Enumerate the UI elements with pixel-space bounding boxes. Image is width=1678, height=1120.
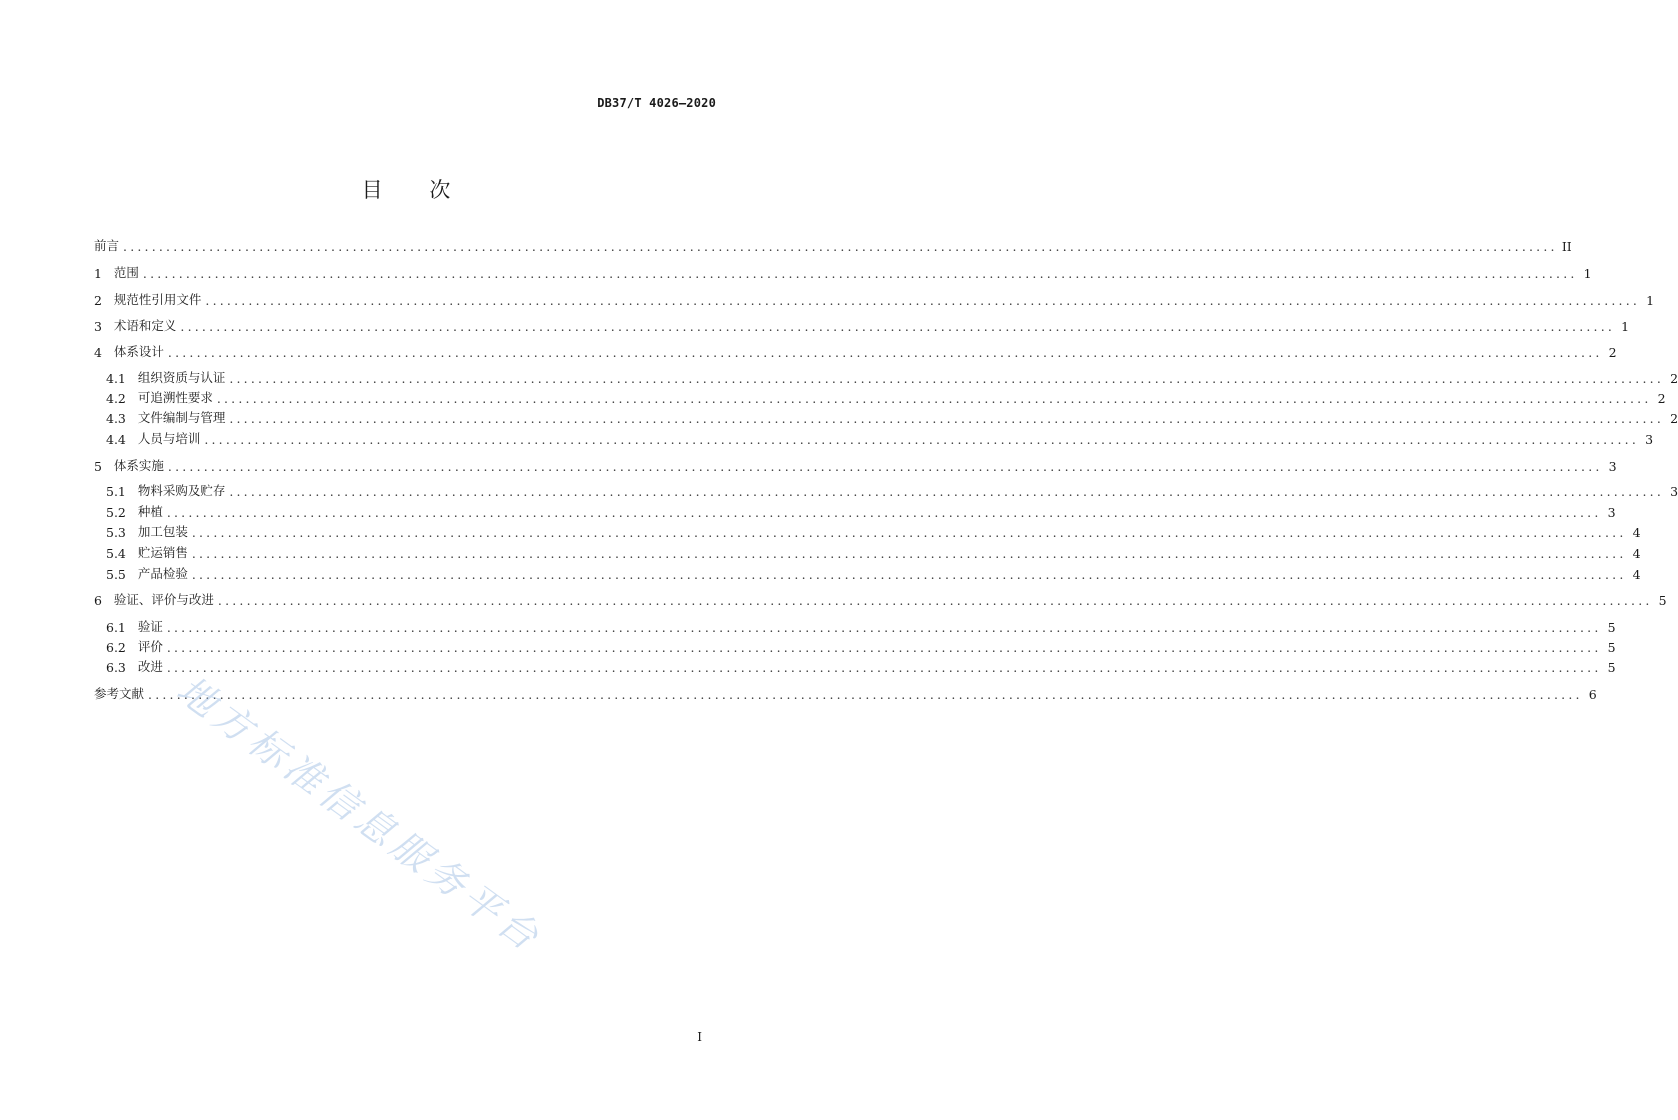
- toc-entry-page: 6: [1588, 687, 1597, 702]
- toc-entry-page: 3: [1607, 505, 1616, 520]
- toc-leader-dots: ........................................................................................................................................................................................................: [166, 505, 1602, 520]
- toc-entry-number: 5.1: [106, 484, 138, 499]
- toc-entry-label: 加工包装: [137, 524, 188, 539]
- toc-entry-number: 6: [94, 593, 114, 608]
- toc-leader-dots: ........................................................................................................................................................................................................: [148, 687, 1583, 702]
- toc-entry-label: 评价: [137, 639, 163, 654]
- toc-leader-dots: ........................................................................................................................................................................................................: [205, 293, 1641, 308]
- toc-entry[interactable]: [106, 564, 1641, 582]
- toc-leader-dots: ........................................................................................................................................................................................................: [167, 345, 1603, 360]
- toc-entry-page: 2: [1670, 371, 1678, 386]
- toc-entry[interactable]: [106, 617, 1616, 635]
- toc-entry-page: 4: [1632, 567, 1641, 582]
- toc-entry-label: 贮运销售: [137, 545, 188, 560]
- toc-entry[interactable]: [106, 657, 1616, 675]
- toc-entry-label: 验证、评价与改进: [113, 592, 214, 607]
- toc-entry-label: 人员与培训: [137, 431, 201, 446]
- toc-entry-label: 可追溯性要求: [137, 390, 213, 405]
- toc-entry-number: 5.4: [106, 546, 138, 561]
- toc-entry-label: 参考文献: [94, 686, 145, 701]
- toc-entry-number: 6.2: [106, 640, 138, 655]
- toc-leader-dots: ........................................................................................................................................................................................................: [180, 319, 1616, 334]
- toc-leader-dots: ........................................................................................................................................................................................................: [229, 371, 1665, 386]
- toc-entry[interactable]: [106, 388, 1666, 406]
- toc-entry[interactable]: [106, 502, 1616, 520]
- toc-entry-label: 产品检验: [137, 566, 188, 581]
- toc-entry-page: 5: [1607, 640, 1616, 655]
- toc-entry-number: 3: [94, 319, 114, 334]
- toc-entry-label: 体系实施: [113, 458, 164, 473]
- toc-entry-page: 1: [1621, 319, 1630, 334]
- toc-entry-label: 术语和定义: [113, 318, 177, 333]
- toc-entry[interactable]: [106, 543, 1641, 561]
- toc-entry-number: 5.5: [106, 567, 138, 582]
- toc-entry-number: 5: [94, 459, 114, 474]
- toc-entry-page: 3: [1645, 432, 1654, 447]
- toc-entry-label: 规范性引用文件: [113, 292, 202, 307]
- toc-entry-number: 4.1: [106, 371, 138, 386]
- toc-entry[interactable]: [106, 637, 1616, 655]
- toc-entry-page: 5: [1658, 593, 1667, 608]
- toc-entry-label: 种植: [137, 504, 163, 519]
- toc-leader-dots: ........................................................................................................................................................................................................: [191, 525, 1627, 540]
- toc-entry-label: 组织资质与认证: [137, 370, 226, 385]
- toc-entry-page: II: [1561, 239, 1572, 254]
- toc-entry-page: 4: [1632, 525, 1641, 540]
- toc-entry-page: 3: [1608, 459, 1617, 474]
- toc-entry[interactable]: [94, 456, 1617, 474]
- toc-leader-dots: ........................................................................................................................................................................................................: [204, 432, 1640, 447]
- toc-entry-number: 4.2: [106, 391, 138, 406]
- toc-entry-label: 验证: [137, 619, 163, 634]
- toc-entry[interactable]: [94, 236, 1572, 254]
- toc-entry-number: 6.1: [106, 620, 138, 635]
- toc-entry-number: 5.3: [106, 525, 138, 540]
- toc-entry-label: 前言: [94, 238, 120, 253]
- toc-entry-page: 5: [1607, 620, 1616, 635]
- toc-leader-dots: ........................................................................................................................................................................................................: [123, 239, 1558, 254]
- toc-leader-dots: ........................................................................................................................................................................................................: [229, 411, 1665, 426]
- toc-entry[interactable]: [94, 342, 1617, 360]
- toc-leader-dots: ........................................................................................................................................................................................................: [167, 459, 1603, 474]
- toc-entry-number: 4.3: [106, 411, 138, 426]
- toc-entry-label: 体系设计: [113, 344, 164, 359]
- toc-entry[interactable]: [106, 429, 1654, 447]
- toc-entry-page: 2: [1608, 345, 1617, 360]
- toc-entry-number: 4.4: [106, 432, 138, 447]
- toc-entry[interactable]: [106, 368, 1678, 386]
- toc-entry-label: 范围: [113, 265, 139, 280]
- toc-leader-dots: ........................................................................................................................................................................................................: [191, 546, 1627, 561]
- toc-leader-dots: ........................................................................................................................................................................................................: [166, 660, 1602, 675]
- toc-leader-dots: ........................................................................................................................................................................................................: [217, 593, 1653, 608]
- toc-entry-number: 6.3: [106, 660, 138, 675]
- toc-entry-number: 2: [94, 293, 114, 308]
- standard-code: DB37/T 4026—2020: [597, 96, 716, 110]
- toc-entry-page: 4: [1632, 546, 1641, 561]
- toc-entry[interactable]: [94, 263, 1592, 281]
- toc-title: 目 次: [361, 178, 471, 202]
- toc-entry-page: 2: [1670, 411, 1678, 426]
- toc-leader-dots: ........................................................................................................................................................................................................: [191, 567, 1627, 582]
- toc-entry-page: 1: [1646, 293, 1655, 308]
- toc-entry-number: 5.2: [106, 505, 138, 520]
- toc-leader-dots: ........................................................................................................................................................................................................: [166, 640, 1602, 655]
- toc-leader-dots: ........................................................................................................................................................................................................: [216, 391, 1652, 406]
- toc-entry[interactable]: [94, 590, 1667, 608]
- toc-leader-dots: ........................................................................................................................................................................................................: [166, 620, 1602, 635]
- toc-entry[interactable]: [106, 481, 1678, 499]
- toc-entry-label: 改进: [137, 659, 163, 674]
- toc-entry-page: 2: [1657, 391, 1666, 406]
- toc-entry[interactable]: [94, 316, 1630, 334]
- page-folio: I: [697, 1030, 702, 1044]
- toc-entry-label: 文件编制与管理: [137, 410, 226, 425]
- toc-entry[interactable]: [94, 684, 1597, 702]
- toc-leader-dots: ........................................................................................................................................................................................................: [229, 484, 1665, 499]
- toc-entry[interactable]: [94, 290, 1655, 308]
- toc-leader-dots: ........................................................................................................................................................................................................: [142, 266, 1578, 281]
- toc-entry[interactable]: [106, 522, 1641, 540]
- watermark: 地方标准信息服务平台: [168, 667, 551, 962]
- toc-entry-label: 物料采购及贮存: [137, 483, 226, 498]
- toc-entry-page: 5: [1607, 660, 1616, 675]
- toc-entry-page: 1: [1583, 266, 1592, 281]
- toc-entry-number: 4: [94, 345, 114, 360]
- toc-entry-page: 3: [1670, 484, 1678, 499]
- toc-entry[interactable]: [106, 408, 1678, 426]
- toc-entry-number: 1: [94, 266, 114, 281]
